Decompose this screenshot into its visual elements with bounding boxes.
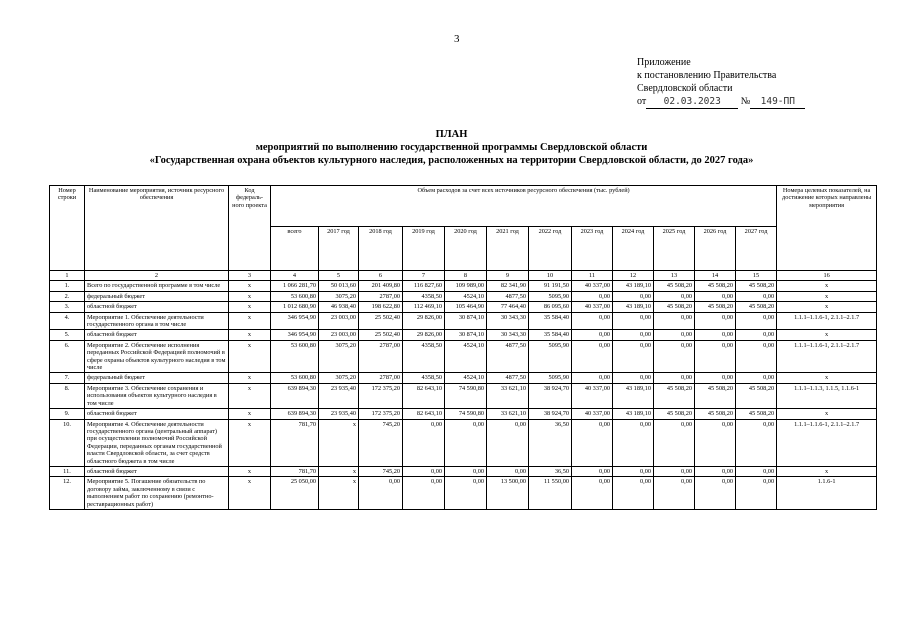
table-cell: Мероприятие 2. Обеспечение исполнения переданных Российской Федерацией полномочий в сфере охраны объектов культурного наследия в том числе [85,340,229,373]
table-cell: 0,00 [613,419,654,466]
table-cell: 0,00 [572,466,613,476]
table-cell: 53 600,80 [271,340,319,373]
table-cell: x [777,409,877,419]
table-cell: 0,00 [613,340,654,373]
column-number: 8 [445,271,487,281]
table-cell: 0,00 [613,373,654,383]
table-cell: 50 013,60 [319,281,359,291]
table-cell: 0,00 [695,373,736,383]
table-cell: 45 508,20 [736,409,777,419]
table-cell: 346 954,90 [271,312,319,330]
column-number: 3 [229,271,271,281]
column-number: 16 [777,271,877,281]
table-cell: 0,00 [572,340,613,373]
appendix-date-line [637,95,805,109]
table-row [50,409,877,419]
table-row [50,330,877,340]
table-cell: 3. [50,302,85,312]
column-number: 11 [572,271,613,281]
table-cell: Всего по государственной программе в том числе [85,281,229,291]
table-cell: 4524,10 [445,291,487,301]
table-cell: 40 337,00 [572,281,613,291]
header-targets: Номера целевых показателей, на достижение которых направлены мероприятия [777,186,877,271]
table-cell: 2. [50,291,85,301]
table-cell: 745,20 [359,466,403,476]
table-cell: 82 643,10 [403,409,445,419]
table-cell: x [229,281,271,291]
table-cell: x [229,477,271,510]
table-cell: 43 189,10 [613,409,654,419]
table-cell: x [319,466,359,476]
table-cell: 1 066 281,70 [271,281,319,291]
table-cell: 172 375,20 [359,409,403,419]
table-cell: 46 938,40 [319,302,359,312]
table-cell: 0,00 [613,466,654,476]
table-cell: 0,00 [572,330,613,340]
table-cell: 43 189,10 [613,302,654,312]
table-cell: 0,00 [695,477,736,510]
table-cell: 1 012 680,90 [271,302,319,312]
table-cell: Мероприятие 4. Обеспечение деятельности государственного органа (центральный аппарат) при осуществлении полномочий Российской Федерации, переданных органам государственной власти Свердловской области, за счет средств областного бюджета в том числе [85,419,229,466]
table-cell: 25 502,40 [359,330,403,340]
table-cell: 38 924,70 [529,409,572,419]
table-cell: 4524,10 [445,340,487,373]
table-cell: 86 095,60 [529,302,572,312]
column-number: 7 [403,271,445,281]
table-cell: Мероприятие 1. Обеспечение деятельности государственного органа в том числе [85,312,229,330]
table-cell: 1.1.1–1.1.6-1, 2.1.1–2.1.7 [777,312,877,330]
table-cell: 25 050,00 [271,477,319,510]
table-cell: 745,20 [359,419,403,466]
table-cell: 0,00 [736,477,777,510]
table-cell: федеральный бюджет [85,291,229,301]
table-cell: 5095,90 [529,340,572,373]
table-cell: 0,00 [613,477,654,510]
plan-table [49,185,877,510]
header-year: 2018 год [359,227,403,271]
table-cell: 33 621,10 [487,383,529,408]
table-cell: 33 621,10 [487,409,529,419]
table-cell: 74 590,80 [445,383,487,408]
table-cell: x [777,373,877,383]
table-cell: 0,00 [445,466,487,476]
table-cell: 35 584,40 [529,330,572,340]
table-cell: 7. [50,373,85,383]
table-cell: 53 600,80 [271,291,319,301]
table-cell: 43 189,10 [613,383,654,408]
table-cell: 0,00 [403,477,445,510]
table-cell: 0,00 [654,312,695,330]
table-cell: 5095,90 [529,373,572,383]
table-cell: 1.1.1–1.1.3, 1.1.5, 1.1.6-1 [777,383,877,408]
table-cell: 45 508,20 [654,383,695,408]
header-year: 2021 год [487,227,529,271]
table-cell: 91 191,50 [529,281,572,291]
table-cell: x [229,312,271,330]
table-cell: 0,00 [487,419,529,466]
table-cell: 12. [50,477,85,510]
table-cell: 8. [50,383,85,408]
table-cell: 0,00 [695,312,736,330]
table-cell: областной бюджет [85,466,229,476]
table-cell: 30 874,10 [445,312,487,330]
table-cell: 4358,50 [403,373,445,383]
header-year: 2023 год [572,227,613,271]
table-cell: 6. [50,340,85,373]
table-cell: 29 826,00 [403,312,445,330]
table-cell: 9. [50,409,85,419]
table-cell: 639 894,30 [271,383,319,408]
table-cell: 172 375,20 [359,383,403,408]
table-row [50,373,877,383]
table-cell: 112 469,10 [403,302,445,312]
table-cell: 0,00 [445,419,487,466]
page-number: 3 [454,33,460,45]
table-cell: 0,00 [695,291,736,301]
table-cell: 23 003,00 [319,330,359,340]
table-cell: 11 550,00 [529,477,572,510]
header-name: Наименование мероприятия, источник ресурсного обеспечения [85,186,229,271]
table-cell: 0,00 [403,419,445,466]
table-cell: x [229,291,271,301]
table-cell: 0,00 [736,330,777,340]
title-line: ПЛАН [435,129,468,140]
table-cell: областной бюджет [85,302,229,312]
table-cell: x [777,302,877,312]
header-year: 2025 год [654,227,695,271]
header-year: 2027 год [736,227,777,271]
column-number: 10 [529,271,572,281]
column-number: 15 [736,271,777,281]
decree-date: 02.03.2023 [646,95,738,109]
table-cell: 2787,00 [359,373,403,383]
table-cell: 1.1.1–1.1.6-1, 2.1.1–2.1.7 [777,340,877,373]
table-cell: Мероприятие 3. Обеспечение сохранения и использования объектов культурного наследия в том числе [85,383,229,408]
table-cell: 1.1.1–1.1.6-1, 2.1.1–2.1.7 [777,419,877,466]
table-cell: 45 508,20 [736,281,777,291]
table-cell: 10. [50,419,85,466]
table-cell: x [777,330,877,340]
header-year: 2026 год [695,227,736,271]
table-cell: 30 343,30 [487,312,529,330]
table-cell: 4524,10 [445,373,487,383]
table-cell: 43 189,10 [613,281,654,291]
table-cell: 45 508,20 [736,302,777,312]
column-number: 1 [50,271,85,281]
table-row [50,312,877,330]
title-line: «Государственная охрана объектов культурного наследия, расположенных на территории Свердловской области, до 2027 года» [149,155,754,166]
table-row [50,419,877,466]
table-cell: 0,00 [695,330,736,340]
table-cell: областной бюджет [85,330,229,340]
column-number: 4 [271,271,319,281]
table-cell: 346 954,90 [271,330,319,340]
table-cell: 109 989,00 [445,281,487,291]
table-cell: 40 337,00 [572,409,613,419]
table-cell: x [229,340,271,373]
table-cell: 77 464,40 [487,302,529,312]
table-cell: x [229,409,271,419]
table-cell: 23 935,40 [319,409,359,419]
table-cell: 0,00 [613,291,654,301]
appendix-line: Приложение [637,57,691,68]
table-cell: 45 508,20 [695,383,736,408]
table-cell: 0,00 [736,373,777,383]
table-cell: 40 337,00 [572,383,613,408]
header-year: 2019 год [403,227,445,271]
table-cell: Мероприятие 5. Погашение обязательств по договору займа, заключенному в связи с выполнением работ по сохранению (ремонтно-реставрационных работ) [85,477,229,510]
table-cell: 0,00 [654,466,695,476]
table-cell: x [229,466,271,476]
table-cell: x [229,330,271,340]
table-cell: 0,00 [613,312,654,330]
table-cell: 45 508,20 [695,281,736,291]
table-cell: 0,00 [695,466,736,476]
table-row [50,477,877,510]
table-cell: 23 935,40 [319,383,359,408]
column-number: 5 [319,271,359,281]
table-cell: 35 584,40 [529,312,572,330]
table-cell: 13 500,00 [487,477,529,510]
table-cell: 0,00 [572,312,613,330]
table-cell: 0,00 [445,477,487,510]
header-year: 2022 год [529,227,572,271]
decree-number: 149-ПП [750,95,805,109]
table-row [50,466,877,476]
table-row [50,302,877,312]
header-code: Код федераль-ного проекта [229,186,271,271]
table-cell: 38 924,70 [529,383,572,408]
table-cell: 3075,20 [319,291,359,301]
table-cell: 82 341,90 [487,281,529,291]
table-cell: 29 826,00 [403,330,445,340]
table-cell: x [319,477,359,510]
header-year: 2017 год [319,227,359,271]
table-cell: 4877,50 [487,373,529,383]
table-cell: 2787,00 [359,291,403,301]
table-cell: x [777,291,877,301]
table-cell: 116 827,60 [403,281,445,291]
table-row [50,383,877,408]
table-cell: 0,00 [572,373,613,383]
column-number: 13 [654,271,695,281]
table-cell: 36,50 [529,466,572,476]
table-cell: 1. [50,281,85,291]
table-cell: 1.1.6-1 [777,477,877,510]
table-cell: 105 464,90 [445,302,487,312]
table-cell: 0,00 [654,477,695,510]
table-cell: 0,00 [654,330,695,340]
table-cell: 4358,50 [403,291,445,301]
table-cell: 201 409,80 [359,281,403,291]
appendix-line: Свердловской области [637,83,733,94]
table-cell: 0,00 [736,312,777,330]
table-cell: 0,00 [736,340,777,373]
table-cell: 0,00 [695,419,736,466]
table-cell: 30 874,10 [445,330,487,340]
table-cell: 4358,50 [403,340,445,373]
table-cell: 0,00 [736,291,777,301]
header-volume: Объем расходов за счет всех источников ресурсного обеспечения (тыс. рублей) [271,186,777,227]
table-cell: федеральный бюджет [85,373,229,383]
table-cell: 45 508,20 [654,281,695,291]
table-cell: 639 894,30 [271,409,319,419]
table-cell: 781,70 [271,419,319,466]
table-cell: областной бюджет [85,409,229,419]
table-cell: 40 337,00 [572,302,613,312]
table-cell: 0,00 [613,330,654,340]
table-cell: 45 508,20 [695,409,736,419]
table-cell: 3075,20 [319,340,359,373]
table-cell: 3075,20 [319,373,359,383]
table-cell: 198 622,80 [359,302,403,312]
table-cell: x [229,383,271,408]
table-cell: 0,00 [572,477,613,510]
table-row [50,340,877,373]
table-cell: 45 508,20 [736,383,777,408]
table-cell: 45 508,20 [695,302,736,312]
table-cell: 0,00 [695,340,736,373]
column-number: 12 [613,271,654,281]
table-cell: 74 590,80 [445,409,487,419]
table-cell: 23 003,00 [319,312,359,330]
table-cell: 82 643,10 [403,383,445,408]
table-cell: 45 508,20 [654,302,695,312]
header-row-number: Номер строки [50,186,85,271]
table-cell: 0,00 [736,466,777,476]
table-cell: 30 343,30 [487,330,529,340]
table-cell: 0,00 [654,340,695,373]
table-cell: 0,00 [736,419,777,466]
table-cell: 0,00 [359,477,403,510]
table-row [50,291,877,301]
table-cell: 0,00 [572,419,613,466]
table-cell: 781,70 [271,466,319,476]
table-cell: 36,50 [529,419,572,466]
table-cell: 53 600,80 [271,373,319,383]
title-line: мероприятий по выполнению государственной программы Свердловской области [255,142,648,153]
table-cell: 4877,50 [487,340,529,373]
appendix-block [637,56,805,109]
table-cell: x [229,419,271,466]
table-cell: 0,00 [403,466,445,476]
table-cell: x [319,419,359,466]
table-cell: 0,00 [654,291,695,301]
table-cell: 4. [50,312,85,330]
table-cell: 0,00 [654,373,695,383]
column-number: 14 [695,271,736,281]
header-year: 2024 год [613,227,654,271]
document-title [0,128,903,167]
appendix-line: к постановлению Правительства [637,70,777,81]
number-label: № [740,96,751,107]
table-cell: x [229,373,271,383]
table-cell: x [229,302,271,312]
table-cell: 4877,50 [487,291,529,301]
column-number: 2 [85,271,229,281]
table-cell: 0,00 [572,291,613,301]
table-cell: x [777,466,877,476]
table-cell: 0,00 [654,419,695,466]
header-year: 2020 год [445,227,487,271]
table-row [50,281,877,291]
table-cell: 11. [50,466,85,476]
column-number: 9 [487,271,529,281]
table-cell: x [777,281,877,291]
column-number: 6 [359,271,403,281]
table-cell: 2787,00 [359,340,403,373]
table-cell: 45 508,20 [654,409,695,419]
table-cell: 0,00 [487,466,529,476]
table-cell: 25 502,40 [359,312,403,330]
table-cell: 5095,90 [529,291,572,301]
from-label: от [637,96,647,107]
header-year: всего [271,227,319,271]
table-cell: 5. [50,330,85,340]
